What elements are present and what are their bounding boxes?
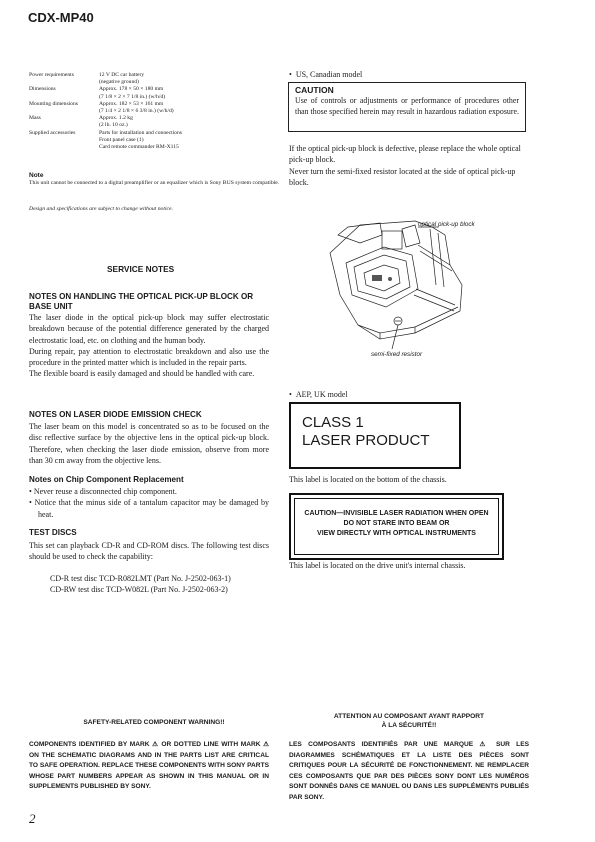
attention-text: LES COMPOSANTS IDENTIFIÉS PAR UNE MARQUE ⚠ SUR LES DIAGRAMMES SCHÉMATIQUES ET LA LISTE DES PIÈCES SONT CRITIQUES POUR LA SÉCURITÉ DE FONCTIONNEMENT. NE REMPLACER CES COMPOSANTS QUE PAR DES PIÈCES SONY DONT LES NUMÉROS SONT DONNÉS DANS CE MANUEL OU DANS LES SUPPLÉMENTS PUBLIÉS PAR SONY. [289, 741, 529, 801]
spec-label: Supplied accessories [29, 129, 76, 136]
attention-title: ATTENTION AU COMPOSANT AYANT RAPPORT À LA SÉCURITÉ!! [333, 713, 485, 729]
list-item: • Notice that the minus side of a tantalum capacitor may be damaged by heat. [29, 498, 269, 519]
spec-value: Parts for installation and connections Front panel case (1) Card remote commander RM-X115 [99, 129, 182, 151]
list-item: CD-RW test disc TCD-W082L (Part No. J-2502-063-2) [50, 585, 228, 595]
spec-label: Dimensions [29, 86, 56, 93]
list-item: • Never reuse a disconnected chip component. [29, 487, 177, 496]
spec-label: Power requirements [29, 72, 74, 78]
pickup-text: The laser diode in the optical pick-up block may suffer electrostatic breakdown because of the potential difference generated by the charged electrostatic load, etc. on clothing and the human body. During repair, pay attention to electrostatic breakdown and also use the procedure in the printed matter which is included in the repair parts. The flexible board is easily damaged and should be handled with care. [29, 313, 269, 379]
spec-table [29, 72, 269, 151]
figure-label-pickup: optical pick-up block [418, 221, 475, 228]
safety-warning-text: COMPONENTS IDENTIFIED BY MARK ⚠ OR DOTTED LINE WITH MARK ⚠ ON THE SCHEMATIC DIAGRAMS AND IN THE PARTS LIST ARE CRITICAL TO SAFE OPERATION. REPLACE THESE COMPONENTS WITH SONY PARTS WHOSE PART NUMBERS APPEAR AS SHOWN IN THIS MANUAL OR IN SUPPLEMENTS PUBLISHED BY SONY. [29, 741, 269, 790]
laser-text: The laser beam on this model is concentrated so as to be focused on the disc reflective surface by the objective lens in the optical pick-up block. Therefore, when checking the laser diode emission, observe from more than 30 cm away from the objective lens. [29, 422, 269, 465]
laser-heading: NOTES ON LASER DIODE EMISSION CHECK [29, 410, 202, 419]
spec-label: Mass [29, 115, 41, 122]
class-line: CLASS 1 [302, 414, 364, 431]
test-discs-text: This set can playback CD-R and CD-ROM discs. The following test discs should be used to check the capability: [29, 541, 269, 562]
spec-row [29, 72, 269, 86]
class-line: LASER PRODUCT [302, 432, 430, 449]
caution-title: CAUTION [295, 85, 334, 95]
spec-row [29, 115, 269, 129]
service-notes-title: SERVICE NOTES [107, 264, 175, 274]
warning-line: VIEW DIRECTLY WITH OPTICAL INSTRUMENTS [317, 530, 476, 537]
spec-row [29, 130, 269, 152]
warning-line: CAUTION—INVISIBLE LASER RADIATION WHEN OPEN [304, 510, 489, 517]
test-discs-heading: TEST DISCS [29, 528, 77, 537]
spec-row [29, 86, 269, 100]
optical-pickup-figure [320, 215, 480, 355]
chip-list [29, 486, 269, 520]
spec-value: Approx. 178 × 50 × 180 mm (7 1/8 × 2 × 7 1/8 in.) (w/h/d) [99, 86, 166, 100]
label-location-text: This label is located on the bottom of the chassis. [289, 475, 447, 484]
warning-line: DO NOT STARE INTO BEAM OR [343, 520, 450, 527]
note-heading: Note [29, 172, 44, 179]
spec-value: 12 V DC car battery (negative ground) [99, 72, 145, 86]
safety-warning-title: SAFETY-RELATED COMPONENT WARNING!! [83, 719, 225, 726]
class1-laser-label [289, 402, 461, 469]
spec-row [29, 101, 269, 115]
figure-label-resistor: semi-fixed resistor [371, 351, 423, 358]
label-location-text: This label is located on the drive unit's internal chassis. [289, 561, 466, 570]
caution-text: Use of controls or adjustments or performance of procedures other than those specified herein may result in hazardous radiation exposure. [295, 96, 519, 117]
spec-label: Mounting dimensions [29, 100, 78, 107]
us-model-label: • US, Canadian model [289, 70, 363, 79]
test-disc-list [50, 573, 231, 596]
spec-value: Approx. 1.2 kg (2 lb. 10 oz.) [99, 115, 133, 129]
aep-model-label: • AEP, UK model [289, 390, 348, 399]
spec-value: Approx. 182 × 53 × 161 mm (7 1/4 × 2 1/8 × 6 3/8 in.) (w/h/d) [99, 100, 174, 115]
page-number: 2 [29, 811, 36, 826]
defect-text: If the optical pick-up block is defective, please replace the whole optical pick-up block. Never turn the semi-fixed resistor located at the side of optical pick-up block. [289, 144, 521, 187]
caution-box [288, 82, 526, 132]
laser-warning-label [289, 493, 504, 560]
list-item: CD-R test disc TCD-R082LMT (Part No. J-2502-063-1) [50, 574, 231, 583]
model-title: CDX-MP40 [28, 10, 94, 25]
note-text: This unit cannot be connected to a digital preamplifier or an equalizer which is Sony BUS system compatible. [29, 180, 280, 186]
pickup-heading: NOTES ON HANDLING THE OPTICAL PICK-UP BLOCK OR BASE UNIT [29, 292, 254, 312]
design-note: Design and specifications are subject to change without notice. [29, 206, 174, 212]
chip-heading: Notes on Chip Component Replacement [29, 475, 184, 484]
